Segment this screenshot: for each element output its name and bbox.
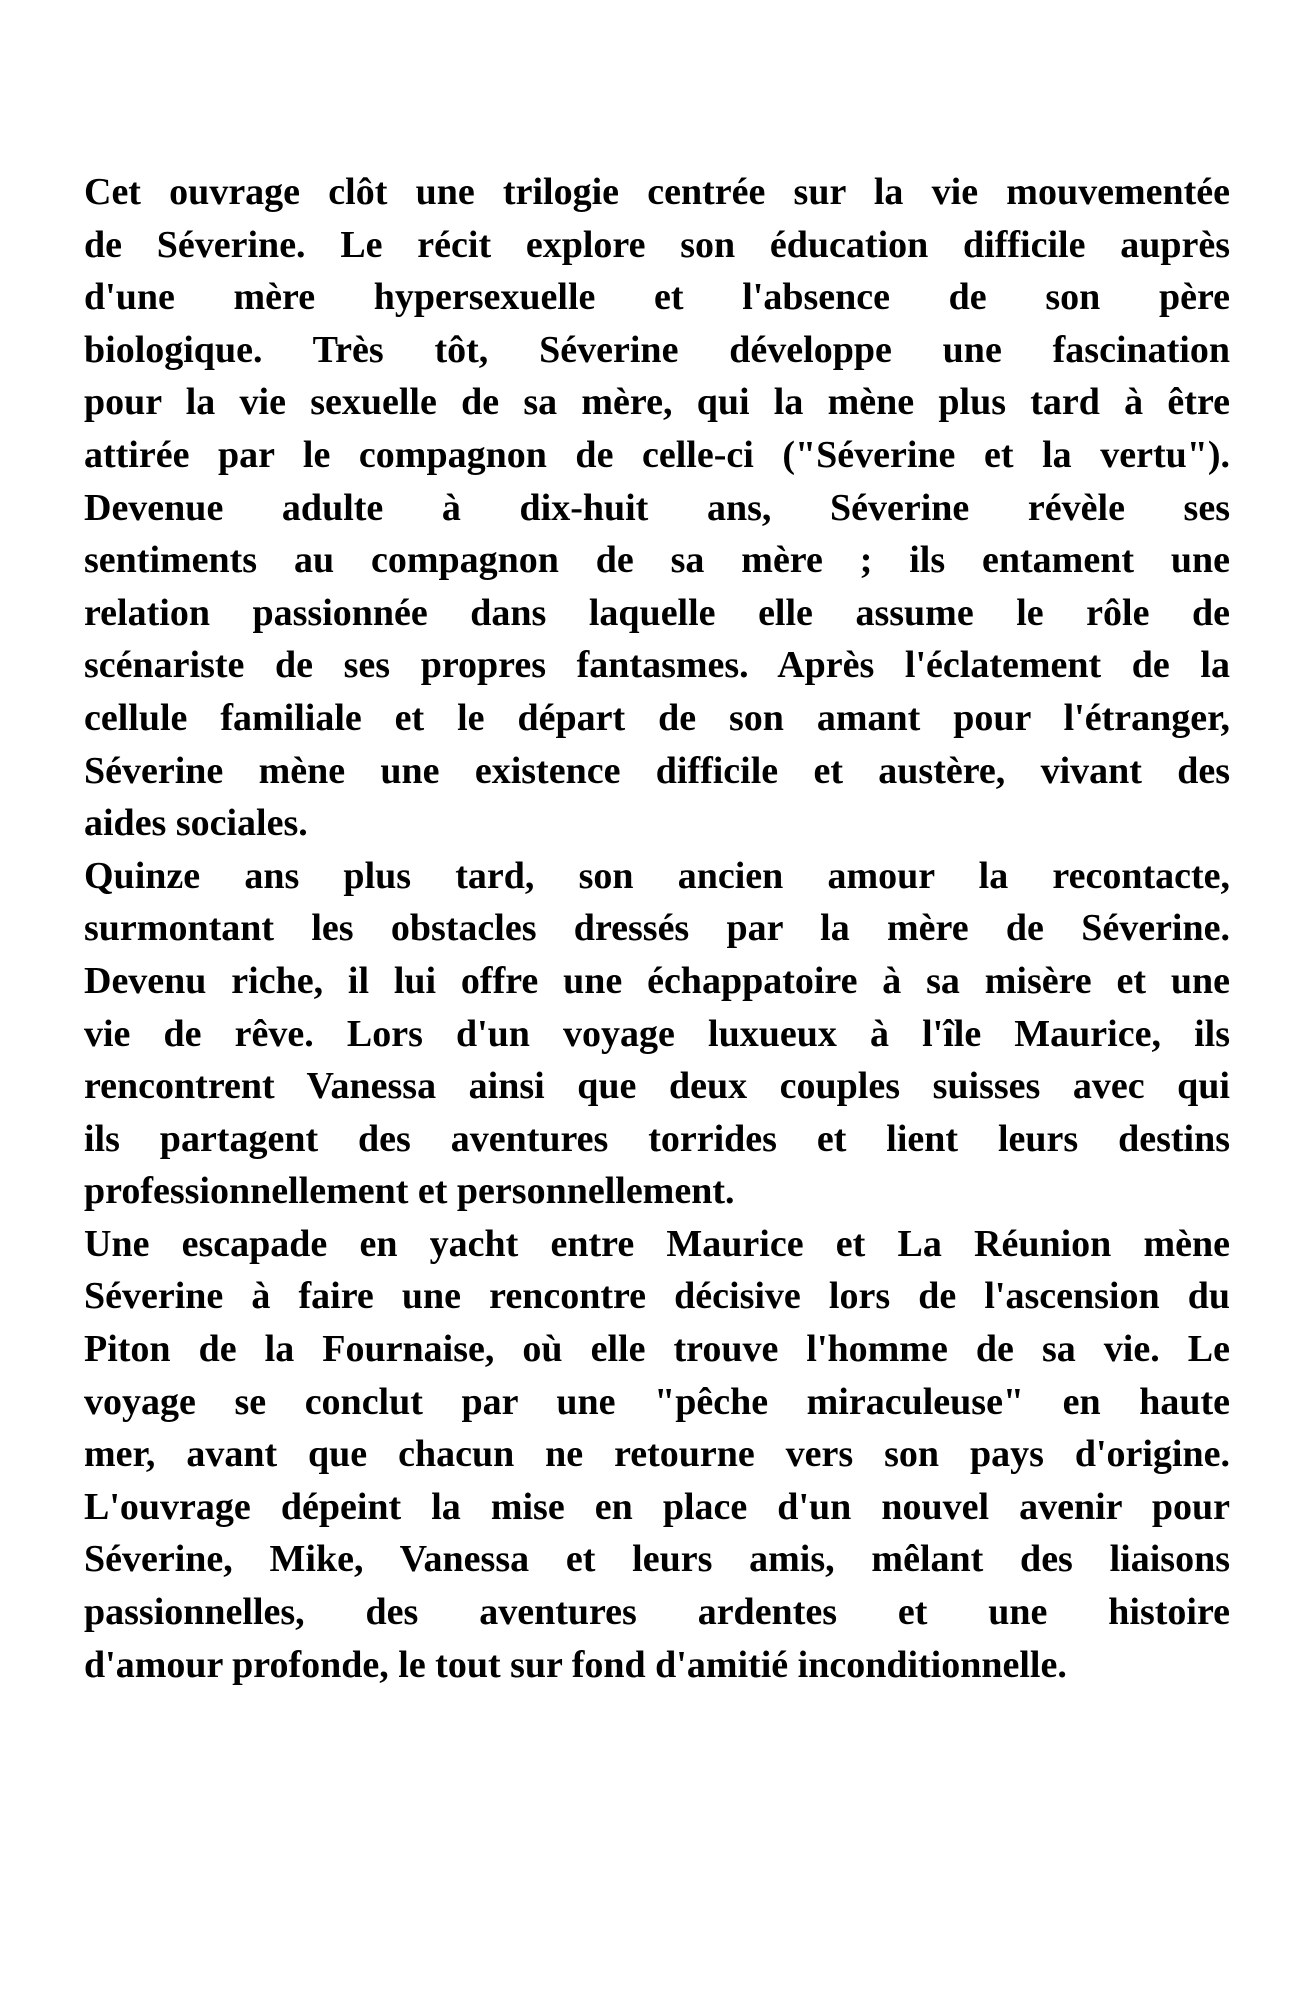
text-line: pour la vie sexuelle de sa mère, qui la mène plus tard à être [84,381,1230,424]
paragraph-1 [84,166,1230,850]
text-line: sentiments au compagnon de sa mère ; ils entament une [84,539,1230,582]
text-line: voyage se conclut par une "pêche miraculeuse" en haute [84,1380,1230,1423]
text-line: relation passionnée dans laquelle elle assume le rôle de [84,591,1230,634]
document-page [84,166,1230,1691]
text-line: Séverine mène une existence difficile et austère, vivant des [84,749,1230,792]
paragraph-3 [84,1218,1230,1691]
text-line: Devenu riche, il lui offre une échappatoire à sa misère et une [84,959,1230,1002]
text-line: Quinze ans plus tard, son ancien amour la recontacte, [84,854,1230,897]
paragraph-2 [84,850,1230,1218]
text-line: attirée par le compagnon de celle-ci ("Séverine et la vertu"). [84,433,1230,476]
text-line: mer, avant que chacun ne retourne vers son pays d'origine. [84,1433,1230,1476]
text-line: cellule familiale et le départ de son amant pour l'étranger, [84,696,1230,739]
text-line: aides sociales. [84,802,308,845]
text-line: d'une mère hypersexuelle et l'absence de son père [84,276,1230,319]
text-line: ils partagent des aventures torrides et lient leurs destins [84,1117,1230,1160]
text-line: Devenue adulte à dix-huit ans, Séverine révèle ses [84,486,1230,529]
text-line: d'amour profonde, le tout sur fond d'amitié inconditionnelle. [84,1643,1067,1686]
text-line: scénariste de ses propres fantasmes. Après l'éclatement de la [84,644,1230,687]
text-line: rencontrent Vanessa ainsi que deux couples suisses avec qui [84,1065,1230,1108]
text-line: professionnellement et personnellement. [84,1170,735,1213]
text-line: Séverine à faire une rencontre décisive lors de l'ascension du [84,1275,1230,1318]
text-line: passionnelles, des aventures ardentes et une histoire [84,1591,1230,1634]
text-line: Cet ouvrage clôt une trilogie centrée sur la vie mouvementée [84,171,1230,213]
text-line: Une escapade en yacht entre Maurice et La Réunion mène [84,1222,1230,1265]
text-line: biologique. Très tôt, Séverine développe une fascination [84,328,1230,371]
text-line: vie de rêve. Lors d'un voyage luxueux à l'île Maurice, ils [84,1012,1230,1055]
text-line: surmontant les obstacles dressés par la mère de Séverine. [84,907,1230,950]
text-line: Piton de la Fournaise, où elle trouve l'homme de sa vie. Le [84,1328,1230,1371]
text-line: Séverine, Mike, Vanessa et leurs amis, mêlant des liaisons [84,1538,1230,1581]
text-line: L'ouvrage dépeint la mise en place d'un nouvel avenir pour [84,1485,1230,1528]
text-line: de Séverine. Le récit explore son éducation difficile auprès [84,223,1230,266]
